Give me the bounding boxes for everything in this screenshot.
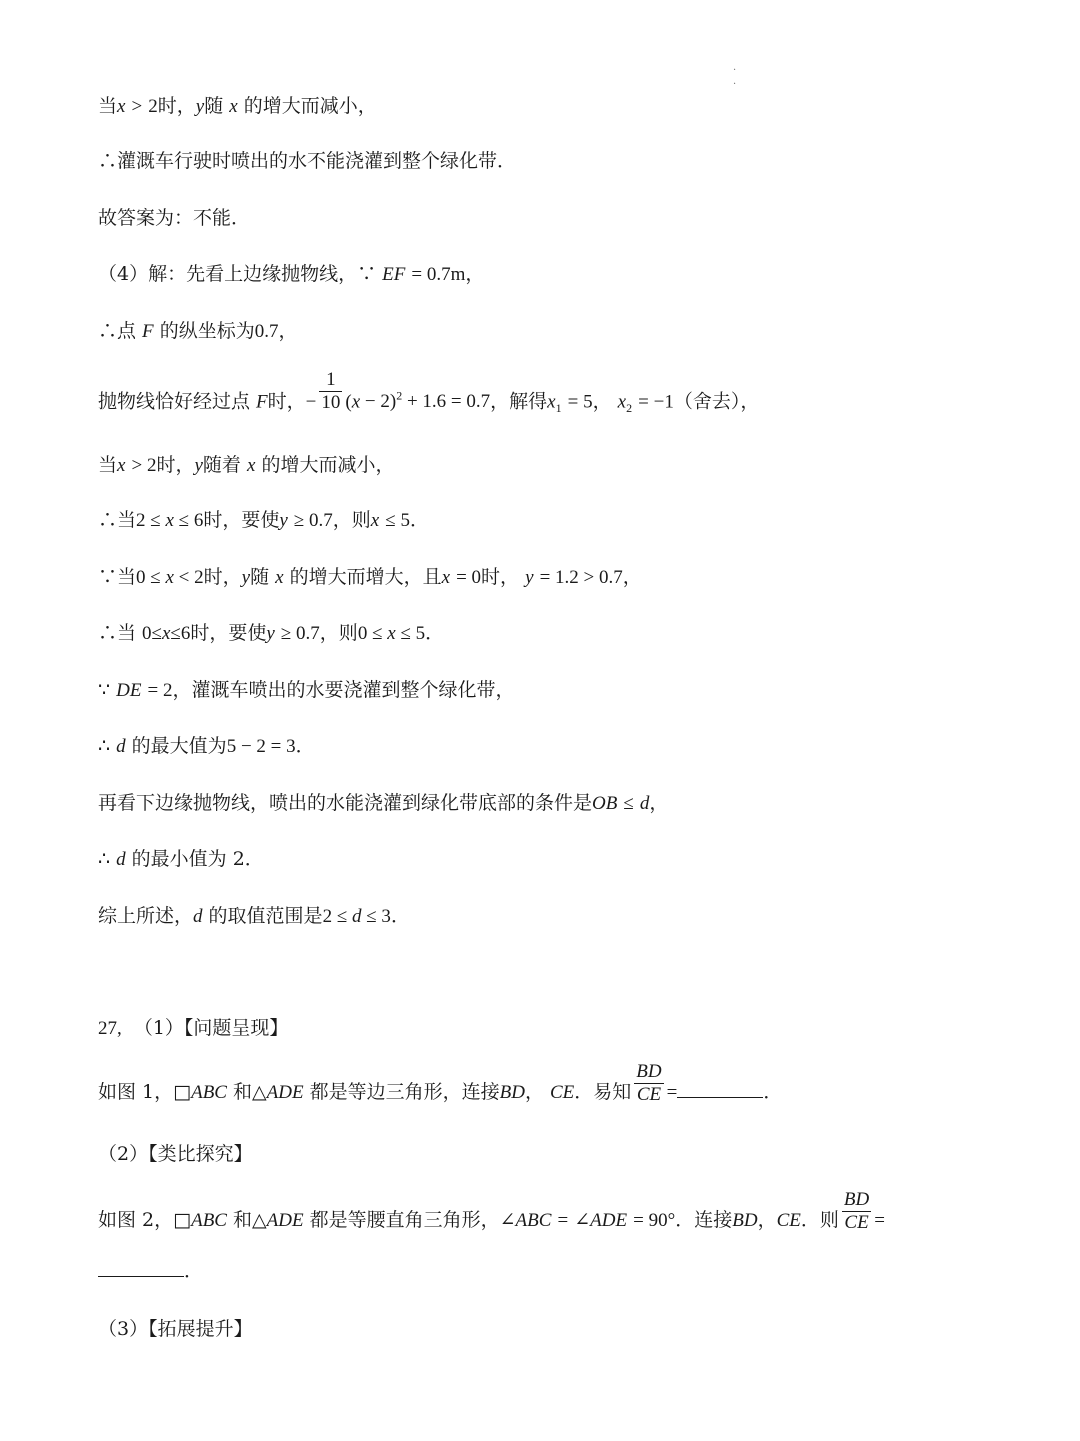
text-line: ∵当0 ≤ x < 2时，y随 x 的增大而增大，且x = 0时， y = 1.2 > 0.7， [98, 566, 642, 588]
text-line: （4）解：先看上边缘抛物线，∵ EF = 0.7m， [98, 263, 485, 285]
text-line: 如图 2，□ABC 和△ADE 都是等腰直角三角形，∠ABC = ∠ADE = 90°．连接BD，CE．则 $\frac{BD}{CE}$ = [98, 1188, 885, 1233]
text-line: ∵ DE = 2，灌溉车喷出的水要浇灌到整个绿化带， [98, 679, 515, 701]
page-corner-mark: · · [733, 65, 737, 90]
text-line: 当x > 2时，y随着 x 的增大而减小， [98, 454, 395, 476]
text-line: ∴点 F 的纵坐标为0.7， [98, 320, 298, 342]
text-line: ∴当2 ≤ x ≤ 6时，要使y ≥ 0.7，则x ≤ 5． [98, 509, 429, 531]
text-line: 抛物线恰好经过点 F时，− $\frac{1}{10}$ $(x - 2)^2 + 1.6 = 0.7$，解得$x_1 = 5$， $x_2 = -1$（舍去）， [98, 368, 760, 416]
text-line: 当x > 2时，y随 x 的增大而减小， [98, 95, 377, 117]
text-line: ∴灌溉车行驶时喷出的水不能浇灌到整个绿化带． [98, 150, 517, 172]
text-line: （2）【类比探究】 [98, 1143, 253, 1165]
text-line: （3）【拓展提升】 [98, 1318, 253, 1340]
text-line: ∴ d 的最小值为 2． [98, 848, 264, 870]
text-line: 故答案为：不能． [98, 207, 251, 229]
answer-blank[interactable] [98, 1276, 184, 1277]
text-line: 如图 1，□ABC 和△ADE 都是等边三角形，连接BD， CE．易知 $\frac{BD}{CE}$ = ． [98, 1060, 783, 1105]
question-27-heading: 27, （1）【问题呈现】 [98, 1017, 289, 1039]
text-line: ∴当 0≤x≤6时，要使y ≥ 0.7，则0 ≤ x ≤ 5． [98, 622, 445, 644]
text-line: 再看下边缘抛物线，喷出的水能浇灌到绿化带底部的条件是OB ≤ d， [98, 792, 669, 814]
text-line: ∴ d 的最大值为5 − 2 = 3． [98, 735, 315, 757]
text-line: 综上所述，d 的取值范围是2 ≤ d ≤ 3． [98, 905, 410, 927]
answer-blank[interactable] [677, 1097, 763, 1098]
text-line: ． [98, 1258, 203, 1284]
